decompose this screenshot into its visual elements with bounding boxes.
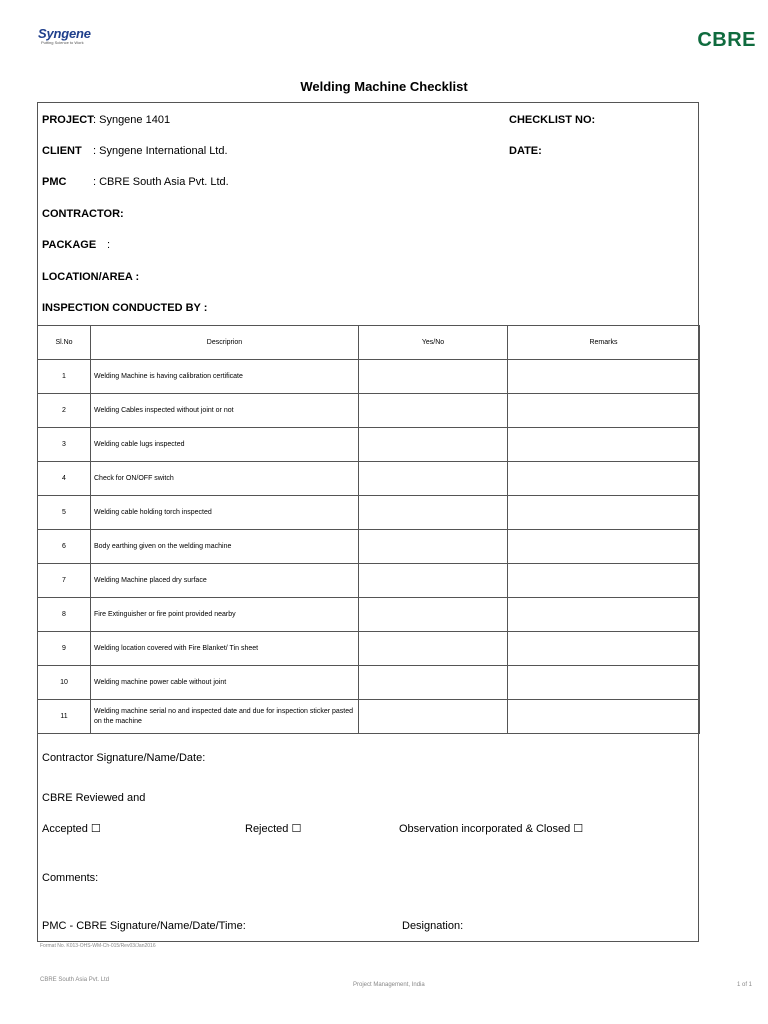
yes-no-cell[interactable] (359, 394, 508, 428)
package-value: : (107, 239, 111, 251)
row-description: Welding cable holding torch inspected (91, 496, 359, 530)
table-row (38, 666, 700, 700)
location-row (42, 270, 139, 284)
syngene-logo-tagline: Putting Science to Work (41, 40, 84, 45)
comments-label: Comments: (42, 872, 99, 884)
row-description: Welding cable lugs inspected (91, 428, 359, 462)
table-row (38, 564, 700, 598)
pmc-row (42, 175, 229, 189)
pmc-label: PMC (42, 176, 67, 188)
designation-label: Designation: (402, 920, 464, 932)
format-number: Format No. K013-OHS-WM-Ch-015/Rev03/Jan2016 (40, 943, 156, 949)
contractor-signature-label: Contractor Signature/Name/Date: (42, 752, 206, 764)
row-number: 5 (38, 496, 91, 530)
yes-no-cell[interactable] (359, 360, 508, 394)
table-row (38, 700, 700, 734)
table-row (38, 530, 700, 564)
col-header-description: Descriprion (91, 326, 359, 360)
table-row (38, 394, 700, 428)
checklist-no-label: CHECKLIST NO: (509, 114, 596, 126)
row-number: 8 (38, 598, 91, 632)
contractor-row (42, 207, 124, 221)
project-label: PROJECT (42, 114, 94, 126)
accepted-checkbox[interactable]: Accepted ☐ (42, 823, 101, 835)
yes-no-cell[interactable] (359, 666, 508, 700)
remarks-cell[interactable] (508, 564, 700, 598)
row-number: 10 (38, 666, 91, 700)
row-description: Welding machine power cable without joint (91, 666, 359, 700)
table-row (38, 462, 700, 496)
yes-no-cell[interactable] (359, 530, 508, 564)
pmc-value: : CBRE South Asia Pvt. Ltd. (93, 176, 229, 188)
yes-no-cell[interactable] (359, 462, 508, 496)
remarks-cell[interactable] (508, 394, 700, 428)
col-header-remarks: Remarks (508, 326, 700, 360)
row-description: Welding Machine is having calibration certificate (91, 360, 359, 394)
syngene-logo-name: Syngene (38, 26, 91, 41)
footer-company: CBRE South Asia Pvt. Ltd (40, 977, 110, 983)
table-row (38, 496, 700, 530)
row-description: Welding machine serial no and inspected date and due for inspection sticker pasted on the machine (91, 700, 359, 734)
remarks-cell[interactable] (508, 428, 700, 462)
package-label: PACKAGE (42, 239, 97, 251)
syngene-logo (38, 27, 91, 46)
row-description: Check for ON/OFF switch (91, 462, 359, 496)
pmc-signature-label: PMC - CBRE Signature/Name/Date/Time: (42, 920, 246, 932)
row-number: 2 (38, 394, 91, 428)
cbre-reviewed-label: CBRE Reviewed and (42, 792, 146, 804)
row-number: 11 (38, 700, 91, 734)
remarks-cell[interactable] (508, 496, 700, 530)
remarks-cell[interactable] (508, 462, 700, 496)
location-label: LOCATION/AREA : (42, 271, 140, 283)
observation-closed-checkbox[interactable]: Observation incorporated & Closed ☐ (399, 823, 584, 835)
table-row (38, 360, 700, 394)
client-row (42, 144, 228, 158)
row-number: 4 (38, 462, 91, 496)
yes-no-cell[interactable] (359, 496, 508, 530)
date-label: DATE: (509, 145, 542, 157)
yes-no-cell[interactable] (359, 632, 508, 666)
yes-no-cell[interactable] (359, 564, 508, 598)
yes-no-cell[interactable] (359, 700, 508, 734)
row-number: 7 (38, 564, 91, 598)
table-row (38, 598, 700, 632)
table-row (38, 632, 700, 666)
row-description: Body earthing given on the welding machine (91, 530, 359, 564)
row-number: 6 (38, 530, 91, 564)
yes-no-cell[interactable] (359, 428, 508, 462)
footer-division: Project Management, India (353, 982, 425, 988)
table-header-row (38, 326, 700, 360)
row-number: 1 (38, 360, 91, 394)
yes-no-cell[interactable] (359, 598, 508, 632)
project-value: : Syngene 1401 (93, 114, 171, 126)
client-label: CLIENT (42, 145, 82, 157)
row-description: Fire Extinguisher or fire point provided nearby (91, 598, 359, 632)
remarks-cell[interactable] (508, 700, 700, 734)
col-header-slno: Sl.No (38, 326, 91, 360)
checklist-table (37, 325, 700, 734)
remarks-cell[interactable] (508, 666, 700, 700)
rejected-checkbox[interactable]: Rejected ☐ (245, 823, 302, 835)
contractor-label: CONTRACTOR: (42, 208, 124, 220)
table-row (38, 428, 700, 462)
remarks-cell[interactable] (508, 598, 700, 632)
remarks-cell[interactable] (508, 360, 700, 394)
cbre-logo: CBRE (697, 29, 756, 51)
page-number: 1 of 1 (737, 982, 753, 988)
project-row (42, 113, 170, 127)
inspection-row (42, 301, 207, 315)
col-header-yes-no: Yes/No (359, 326, 508, 360)
client-value: : Syngene International Ltd. (93, 145, 228, 157)
row-description: Welding Machine placed dry surface (91, 564, 359, 598)
package-row (42, 238, 110, 252)
inspection-label: INSPECTION CONDUCTED BY : (42, 302, 208, 314)
row-number: 3 (38, 428, 91, 462)
remarks-cell[interactable] (508, 632, 700, 666)
row-description: Welding Cables inspected without joint or not (91, 394, 359, 428)
page-title: Welding Machine Checklist (300, 79, 468, 94)
row-description: Welding location covered with Fire Blanket/ Tin sheet (91, 632, 359, 666)
remarks-cell[interactable] (508, 530, 700, 564)
row-number: 9 (38, 632, 91, 666)
